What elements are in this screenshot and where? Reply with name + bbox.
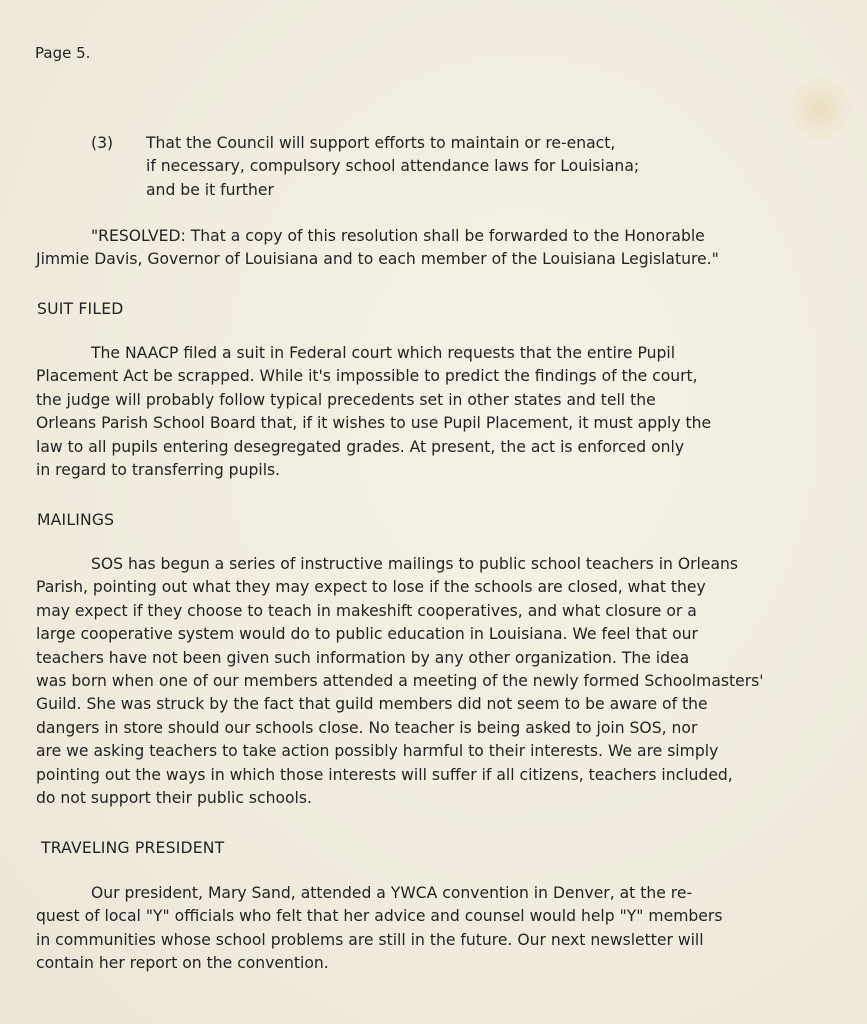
text-line: large cooperative system would do to public education in Louisiana. We feel that our <box>36 625 698 644</box>
item-3-text <box>146 132 706 202</box>
page-number: Page 5. <box>35 44 91 62</box>
text-line: in communities whose school problems are still in the future. Our next newsletter will <box>36 930 704 949</box>
text-line: The NAACP filed a suit in Federal court which requests that the entire Pupil <box>91 344 676 362</box>
section-heading-mailings: MAILINGS <box>37 511 115 529</box>
text-line: contain her report on the convention. <box>36 954 329 973</box>
section-heading-traveling-president: TRAVELING PRESIDENT <box>41 839 225 857</box>
item-number: (3) <box>91 134 114 152</box>
text-line: Our president, Mary Sand, attended a YWCA convention in Denver, at the re- <box>91 884 693 902</box>
text-line: Orleans Parish School Board that, if it wishes to use Pupil Placement, it must apply the <box>36 414 712 433</box>
text-line: do not support their public schools. <box>36 789 312 808</box>
text-line: quest of local "Y" officials who felt that her advice and counsel would help "Y" members <box>36 907 723 926</box>
text-line: in regard to transferring pupils. <box>36 461 281 480</box>
text-line: teachers have not been given such information by any other organization. The idea <box>36 648 690 667</box>
text-line: Guild. She was struck by the fact that guild members did not seem to be aware of the <box>36 695 708 714</box>
text-line: "RESOLVED: That a copy of this resolution shall be forwarded to the Honorable <box>91 227 705 245</box>
text-line: pointing out the ways in which those interests will suffer if all citizens, teachers included, <box>36 765 733 784</box>
text-line: if necessary, compulsory school attendance laws for Louisiana; <box>146 157 640 176</box>
text-line: Parish, pointing out what they may expect to lose if the schools are closed, what they <box>36 578 706 597</box>
text-line: Placement Act be scrapped. While it's impossible to predict the findings of the court, <box>36 367 698 386</box>
text-line: the judge will probably follow typical precedents set in other states and tell the <box>36 390 656 409</box>
text-line: may expect if they choose to teach in makeshift cooperatives, and what closure or a <box>36 601 697 620</box>
suit-filed-paragraph <box>36 342 836 482</box>
mailings-paragraph <box>36 553 836 810</box>
paper-stain <box>790 78 850 140</box>
text-line: law to all pupils entering desegregated grades. At present, the act is enforced only <box>36 437 685 456</box>
text-line: are we asking teachers to take action possibly harmful to their interests. We are simply <box>36 742 719 761</box>
section-heading-suit-filed: SUIT FILED <box>37 300 124 318</box>
text-line: Jimmie Davis, Governor of Louisiana and to each member of the Louisiana Legislature." <box>36 250 719 269</box>
traveling-president-paragraph <box>36 882 836 976</box>
text-line: That the Council will support efforts to maintain or re-enact, <box>146 134 616 152</box>
text-line: was born when one of our members attended a meeting of the newly formed Schoolmasters' <box>36 672 764 691</box>
text-line: and be it further <box>146 180 274 199</box>
resolved-paragraph <box>36 225 836 272</box>
text-line: SOS has begun a series of instructive mailings to public school teachers in Orleans <box>91 555 739 573</box>
text-line: dangers in store should our schools close. No teacher is being asked to join SOS, nor <box>36 718 698 737</box>
